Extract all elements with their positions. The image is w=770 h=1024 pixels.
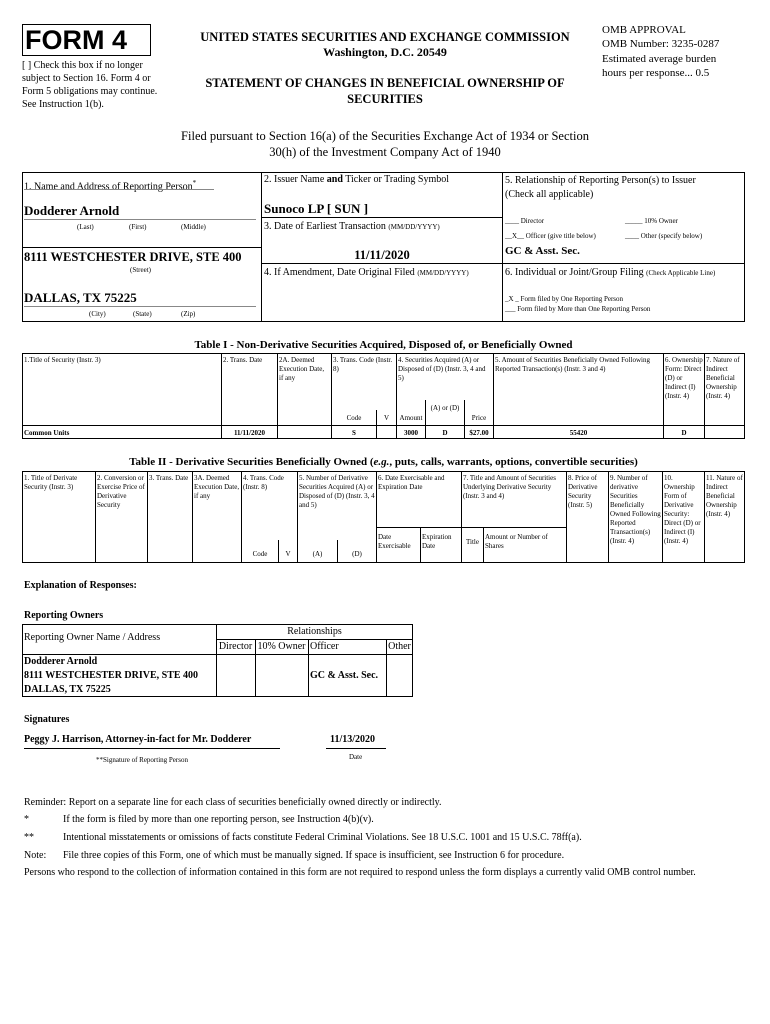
- last-label: (Last): [77, 223, 94, 231]
- officer-checkbox: __X__ Officer (give title below): [505, 232, 596, 240]
- footnote-dstar-mark: **: [24, 832, 34, 843]
- table1-title: Table I - Non-Derivative Securities Acquired, Disposed of, or Beneficially Owned: [194, 339, 573, 351]
- t2-col11-header: 11. Nature of Indirect Beneficial Ownership (Instr. 4): [706, 474, 743, 518]
- t1-trans-code: S: [352, 429, 356, 437]
- t1-sub-amount: Amount: [399, 414, 423, 422]
- footnote-dstar-text: Intentional misstatements or omissions of facts constitute Federal Criminal Violations. See 18 U.S.C. 1001 and 15 U.S.C. 78ff(a).: [63, 832, 582, 843]
- table2-title: Table II - Derivative Securities Beneficially Owned (e.g., puts, calls, warrants, options, convertible securities): [129, 456, 638, 468]
- form-title-box: [22, 24, 151, 56]
- t1-col4-header: 4. Securities Acquired (A) or Disposed of (D) (Instr. 3, 4 and 5): [398, 356, 486, 382]
- t2-col5-header: 5. Number of Derivative Securities Acquired (A) or Disposed of (D) (Instr. 3, 4 and 5): [299, 474, 375, 509]
- owner-street: 8111 WESTCHESTER DRIVE, STE 400: [24, 670, 199, 681]
- earliest-transaction-date: 11/11/2020: [354, 248, 410, 262]
- t1-col7-header: 7. Nature of Indirect Beneficial Ownership (Instr. 4): [706, 356, 740, 400]
- t1-ownership-form: D: [681, 429, 687, 437]
- t1-sub-price: Price: [471, 414, 487, 422]
- signature-label: **Signature of Reporting Person: [96, 756, 188, 764]
- t2-col6-header: 6. Date Exercisable and Expiration Date: [378, 474, 445, 491]
- first-label: (First): [129, 223, 147, 231]
- note-text: File three copies of this Form, one of which must be manually signed. If space is insufficient, see Instruction 6 for procedure.: [63, 850, 565, 861]
- t1-col5-header: 5. Amount of Securities Beneficially Owned Following Reported Transaction(s) (Instr. 3 and 4): [495, 356, 650, 373]
- t1-sub-a-or-d: (A) or (D): [430, 404, 460, 412]
- street-label: (Street): [130, 266, 151, 274]
- box6-label: 6. Individual or Joint/Group Filing (Check Applicable Line): [505, 267, 716, 278]
- t2-col4-header: 4. Trans. Code (Instr. 8): [243, 474, 284, 491]
- date-label: Date: [349, 753, 363, 761]
- check-box-note: [ ] Check this box if no longer subject to Section 16. Form 4 or Form 5 obligations may continue. See Instruction 1(b).: [22, 60, 158, 110]
- t2-sub-date-exercisable: Date Exercisable: [378, 533, 411, 550]
- state-label: (State): [133, 310, 152, 318]
- filed-pursuant: Filed pursuant to Section 16(a) of the Securities Exchange Act of 1934 or Section 30(h) of the Investment Company Act of 1940: [181, 129, 589, 159]
- t1-col2a-header: 2A. Deemed Execution Date, if any: [279, 356, 325, 382]
- relationships-header: Relationships: [287, 626, 342, 637]
- t2-col3-header: 3. Trans. Date: [149, 474, 189, 482]
- footnote-star-text: If the form is filed by more than one reporting person, see Instruction 4(b)(v).: [63, 814, 374, 825]
- form-title: FORM 4: [25, 25, 128, 55]
- t1-amount: 3000: [404, 429, 418, 437]
- t2-sub-v: V: [285, 550, 291, 558]
- t1-security-title: Common Units: [24, 429, 70, 437]
- asterisk: *: [192, 179, 197, 187]
- note-mark: Note:: [24, 850, 47, 861]
- signature-date: 11/13/2020: [330, 734, 376, 745]
- t1-sub-code: Code: [346, 414, 362, 422]
- omb-control-notice: Persons who respond to the collection of information contained in this form are not required to respond unless the form displays a currently valid OMB control number.: [24, 867, 696, 878]
- t2-sub-expiration: Expiration Date: [422, 533, 452, 550]
- signer-name: Peggy J. Harrison, Attorney-in-fact for Mr. Dodderer: [24, 734, 252, 745]
- owner-city: DALLAS, TX 75225: [24, 684, 111, 695]
- t2-col3a-header: 3A. Deemed Execution Date, if any: [194, 474, 240, 500]
- zip-label: (Zip): [181, 310, 196, 318]
- t2-col7-header: 7. Title and Amount of Securities Underlying Derivative Security (Instr. 3 and 4): [463, 474, 556, 500]
- t2-col8-header: 8. Price of Derivative Security (Instr. 5): [568, 474, 598, 509]
- reporting-person-city: DALLAS, TX 75225: [24, 290, 137, 305]
- t1-a-or-d: D: [442, 429, 448, 437]
- middle-label: (Middle): [181, 223, 206, 231]
- reporting-person-street: 8111 WESTCHESTER DRIVE, STE 400: [24, 250, 242, 264]
- ten-percent-owner-header: 10% Owner: [257, 641, 306, 652]
- officer-header: Officer: [310, 641, 339, 652]
- signatures-heading: Signatures: [24, 714, 70, 725]
- city-label: (City): [89, 310, 106, 318]
- t1-col6-header: 6. Ownership Form: Direct (D) or Indirect (I) (Instr. 4): [665, 356, 703, 400]
- t1-trans-date: 11/11/2020: [233, 429, 266, 437]
- owner-name-header: Reporting Owner Name / Address: [24, 632, 161, 643]
- t2-sub-a: (A): [312, 550, 323, 558]
- omb-number: OMB Number: 3235-0287: [602, 38, 720, 50]
- officer-title: GC & Asst. Sec.: [505, 245, 580, 257]
- t2-sub-code: Code: [252, 550, 268, 558]
- agency-title: UNITED STATES SECURITIES AND EXCHANGE COMMISSION: [200, 30, 570, 44]
- one-reporting-person-option: _X _ Form filed by One Reporting Person: [505, 295, 624, 303]
- box5-label: 5. Relationship of Reporting Person(s) to Issuer (Check all applicable): [505, 175, 696, 200]
- t1-price: $27.00: [469, 429, 489, 437]
- reporting-person-name: Dodderer Arnold: [24, 203, 120, 218]
- t1-amount-owned: 55420: [569, 429, 588, 437]
- reporting-owners-heading: Reporting Owners: [24, 610, 104, 621]
- box2-label: 2. Issuer Name and Ticker or Trading Symbol: [264, 174, 450, 185]
- other-checkbox: ____ Other (specify below): [625, 232, 703, 240]
- director-header: Director: [218, 641, 253, 652]
- owner-name: Dodderer Arnold: [24, 656, 98, 667]
- other-header: Other: [388, 641, 411, 652]
- t2-col10-header: 10. Ownership Form of Derivative Security: Direct (D) or Indirect (I) (Instr. 4): [664, 474, 701, 545]
- more-reporting-persons-option: ___ Form filed by More than One Reporting Person: [505, 305, 651, 313]
- t1-sub-v: V: [383, 414, 390, 422]
- issuer-name: Sunoco LP [ SUN ]: [264, 201, 369, 216]
- agency-city: Washington, D.C. 20549: [323, 45, 447, 59]
- t1-col2-header: 2. Trans. Date: [223, 356, 263, 364]
- t1-col1-header: 1.Title of Security (Instr. 3): [24, 356, 101, 364]
- t2-sub-d: (D): [352, 550, 362, 558]
- t2-sub-title: Title: [466, 538, 479, 546]
- t2-col1-header: 1. Title of Derivate Security (Instr. 3): [24, 474, 78, 491]
- reminder: Reminder: Report on a separate line for each class of securities beneficially owned directly or indirectly.: [24, 797, 442, 808]
- footnote-star-mark: *: [24, 814, 29, 825]
- omb-burden: Estimated average burden hours per response... 0.5: [602, 53, 717, 79]
- explanation-heading: Explanation of Responses:: [24, 580, 137, 591]
- t2-col2-header: 2. Conversion or Exercise Price of Derivative Security: [97, 474, 145, 509]
- owner-officer-title: GC & Asst. Sec.: [310, 670, 379, 681]
- box3-label: 3. Date of Earliest Transaction (MM/DD/YYYY): [264, 221, 440, 232]
- director-checkbox: ____ Director: [505, 217, 545, 225]
- box4-label: 4. If Amendment, Date Original Filed (MM/DD/YYYY): [264, 267, 469, 278]
- t2-sub-amount: Amount or Number of Shares: [485, 533, 548, 550]
- t2-col9-header: 9. Number of derivative Securities Beneficially Owned Following Reported Transaction(s) (Instr. 4): [610, 474, 661, 545]
- box1-label: 1. Name and Address of Reporting Person*: [24, 179, 197, 193]
- t1-col3-header: 3. Trans. Code (Instr. 8): [333, 356, 393, 373]
- ten-percent-owner-checkbox: _____ 10% Owner: [625, 217, 678, 225]
- statement-title: STATEMENT OF CHANGES IN BENEFICIAL OWNERSHIP OF SECURITIES: [205, 76, 565, 106]
- omb-approval: OMB APPROVAL: [602, 24, 686, 36]
